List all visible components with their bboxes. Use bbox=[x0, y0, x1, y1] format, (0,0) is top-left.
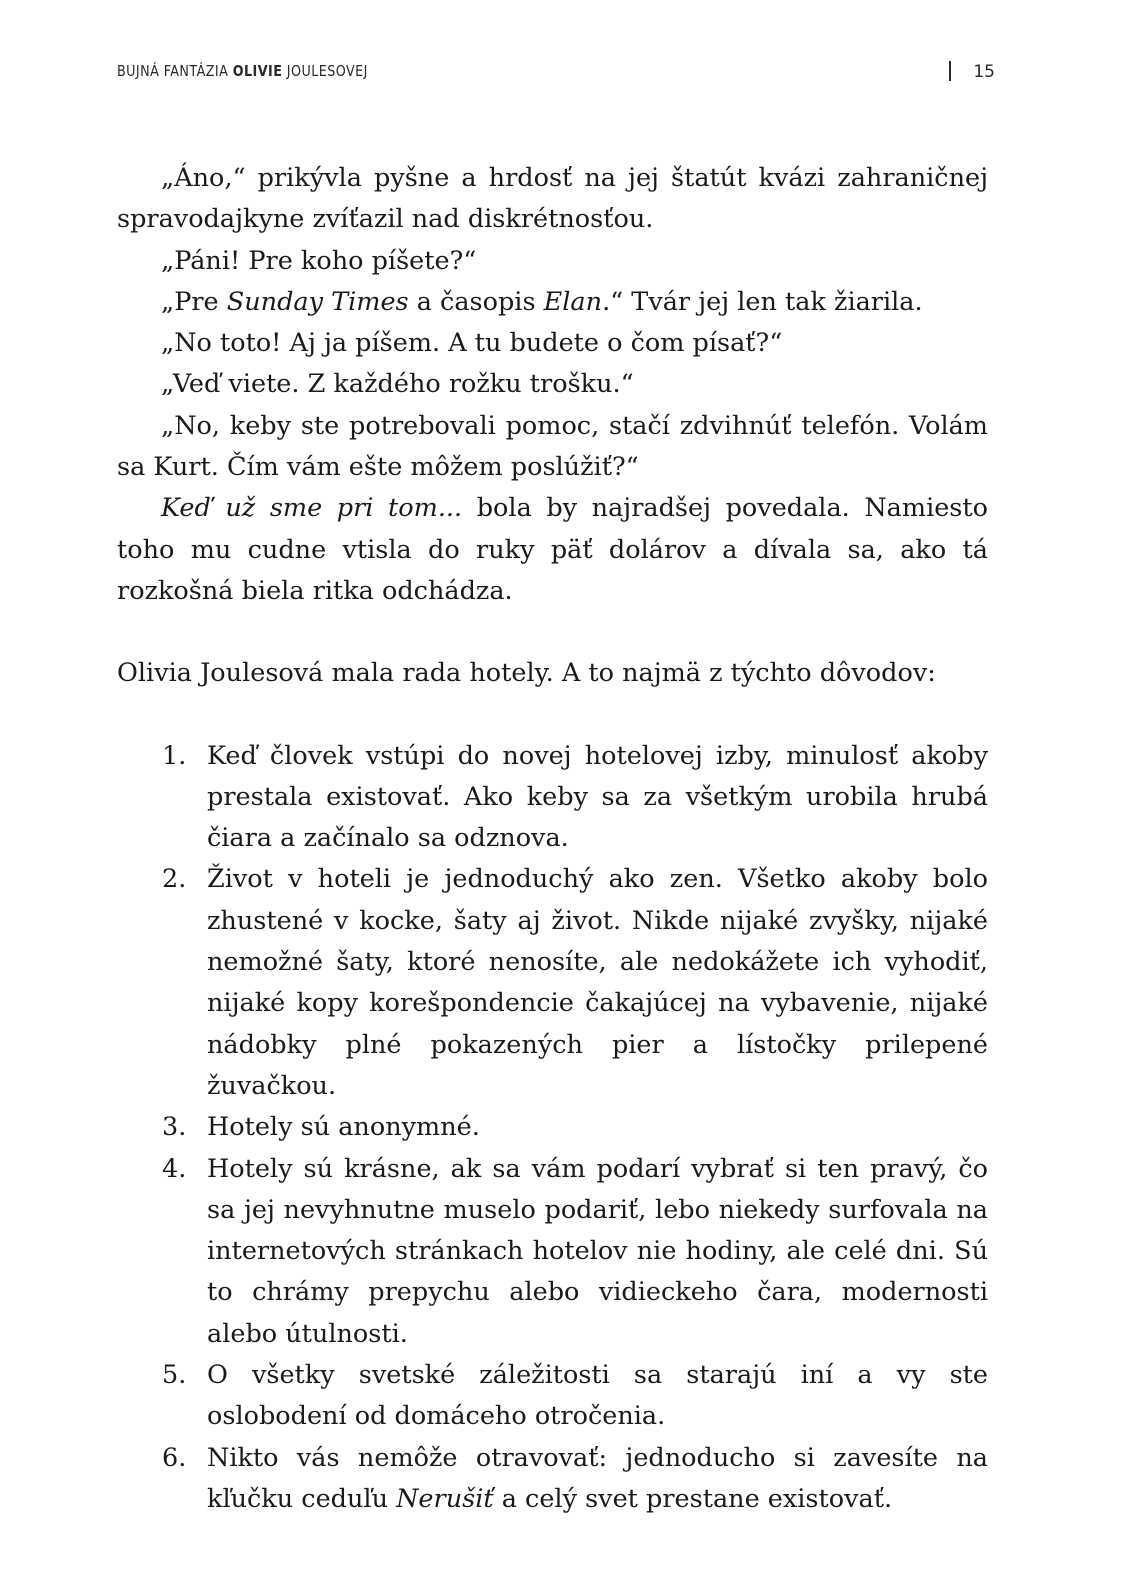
header-title-pre: BUJNÁ FANTÁZIA bbox=[117, 62, 233, 80]
paragraph: Olivia Joulesová mala rada hotely. A to najmä z týchto dôvodov: bbox=[117, 658, 936, 689]
text-run: .“ Tvár jej len tak žiarila. bbox=[602, 286, 923, 317]
paragraph: „Páni! Pre koho píšete?“ bbox=[161, 245, 477, 276]
italic-run: Nerušiť bbox=[396, 1483, 494, 1514]
list-number: 5. bbox=[162, 1360, 187, 1391]
italic-run: Keď už sme pri tom... bbox=[161, 493, 463, 524]
paragraph: „No, keby ste potrebovali pomoc, stačí zdvihnúť telefón. Volám sa Kurt. Čím vám ešte môžem poslúžiť?“ bbox=[117, 410, 988, 483]
paragraph: „No toto! Aj ja píšem. A tu budete o čom písať?“ bbox=[161, 328, 783, 359]
list-number: 6. bbox=[162, 1442, 187, 1473]
paragraph: „Veď viete. Z každého rožku trošku.“ bbox=[161, 369, 634, 400]
list-item bbox=[117, 1149, 988, 1355]
running-header bbox=[117, 62, 993, 92]
paragraph: „Áno,“ prikývla pyšne a hrdosť na jej štatút kvázi zahraničnej spravodajkyne zvíťazil nad diskrétnosťou. bbox=[117, 163, 988, 235]
italic-run: Elan bbox=[543, 286, 603, 317]
list-number: 3. bbox=[162, 1112, 187, 1143]
paragraph bbox=[117, 282, 988, 323]
body-text bbox=[117, 158, 988, 1520]
page-number bbox=[949, 62, 995, 82]
list-item-text: O všetky svetské záležitosti sa starajú iní a vy ste oslobodení od domáceho otročenia. bbox=[207, 1360, 988, 1432]
reasons-list bbox=[117, 736, 988, 1521]
italic-run: Sunday Times bbox=[226, 286, 409, 317]
list-item-text: Hotely sú anonymné. bbox=[207, 1112, 480, 1143]
list-item bbox=[117, 736, 988, 860]
list-item-text: Keď človek vstúpi do novej hotelovej izby, minulosť akoby prestala existovať. Ako keby sa za všetkým urobila hrubá čiara a začínalo sa odznova. bbox=[207, 740, 988, 854]
list-item bbox=[117, 1438, 988, 1521]
text-run: bola by najradšej povedala. Namiesto toho mu cudne vtisla do ruky päť dolárov a dívala sa, ako tá rozkošná biela ritka odchádza. bbox=[117, 493, 988, 606]
list-number: 1. bbox=[162, 740, 187, 771]
list-number: 2. bbox=[162, 864, 187, 895]
header-divider bbox=[949, 61, 951, 81]
list-item bbox=[117, 859, 988, 1107]
text-run: „Pre bbox=[161, 286, 227, 317]
list-item-text: Život v hoteli je jednoduchý ako zen. Všetko akoby bolo zhustené v kocke, šaty aj život. Nikde nijaké zvyšky, nijaké nemožné šaty, ktoré nenosíte, ale nedokážete ich vyhodiť, nijaké kopy korešpondencie čakajúcej na vybavenie, nijaké nádobky plné pokazených pier a lístočky prilepené žuvačkou. bbox=[207, 864, 988, 1101]
list-item-text: a celý svet prestane existovať. bbox=[493, 1483, 893, 1514]
list-number: 4. bbox=[162, 1153, 187, 1184]
list-item-text: Hotely sú krásne, ak sa vám podarí vybrať si ten pravý, čo sa jej nevyhnutne muselo podariť, lebo niekedy surfovala na internetových stránkach hotelov nie hodiny, ale celé dni. Sú to chrámy prepychu alebo vidieckeho čara, modernosti alebo útulnosti. bbox=[207, 1153, 988, 1349]
paragraph bbox=[117, 488, 988, 612]
page-number-value: 15 bbox=[973, 62, 995, 82]
list-item-text: Nikto vás nemôže otravovať: jednoducho si zavesíte na kľučku ceduľu bbox=[207, 1442, 988, 1514]
text-run: a časopis bbox=[408, 286, 544, 317]
list-item bbox=[117, 1355, 988, 1438]
header-title-post: JOULESOVEJ bbox=[282, 62, 368, 80]
list-item bbox=[117, 1107, 988, 1148]
header-title-bold: OLIVIE bbox=[232, 62, 283, 80]
